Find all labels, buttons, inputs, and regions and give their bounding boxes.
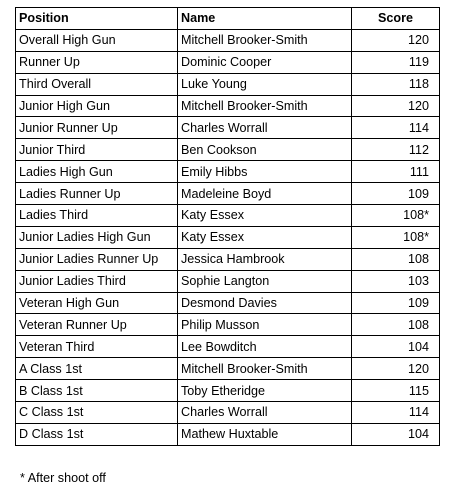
cell-score: 118 xyxy=(352,73,440,95)
table-row xyxy=(16,51,440,73)
header-position: Position xyxy=(16,8,178,30)
cell-name: Emily Hibbs xyxy=(178,161,352,183)
table-row xyxy=(16,270,440,292)
cell-name: Madeleine Boyd xyxy=(178,183,352,205)
table-row xyxy=(16,117,440,139)
cell-score: 108* xyxy=(352,226,440,248)
cell-name: Mitchell Brooker-Smith xyxy=(178,29,352,51)
table-row xyxy=(16,73,440,95)
cell-score: 120 xyxy=(352,29,440,51)
cell-name: Sophie Langton xyxy=(178,270,352,292)
table-row xyxy=(16,248,440,270)
table-row xyxy=(16,139,440,161)
cell-position: Veteran High Gun xyxy=(16,292,178,314)
cell-score: 108 xyxy=(352,248,440,270)
table-row xyxy=(16,380,440,402)
cell-position: Junior Ladies High Gun xyxy=(16,226,178,248)
cell-position: D Class 1st xyxy=(16,423,178,445)
cell-score: 120 xyxy=(352,358,440,380)
cell-position: Overall High Gun xyxy=(16,29,178,51)
cell-score: 104 xyxy=(352,336,440,358)
cell-name: Mitchell Brooker-Smith xyxy=(178,358,352,380)
table-row xyxy=(16,402,440,424)
cell-score: 114 xyxy=(352,402,440,424)
cell-name: Jessica Hambrook xyxy=(178,248,352,270)
cell-score: 109 xyxy=(352,292,440,314)
cell-position: Ladies Runner Up xyxy=(16,183,178,205)
cell-position: Ladies High Gun xyxy=(16,161,178,183)
cell-score: 108 xyxy=(352,314,440,336)
footnote: * After shoot off xyxy=(20,471,106,485)
table-row xyxy=(16,205,440,227)
table-row xyxy=(16,161,440,183)
cell-score: 109 xyxy=(352,183,440,205)
cell-position: A Class 1st xyxy=(16,358,178,380)
cell-score: 120 xyxy=(352,95,440,117)
cell-position: Veteran Runner Up xyxy=(16,314,178,336)
cell-name: Desmond Davies xyxy=(178,292,352,314)
cell-position: C Class 1st xyxy=(16,402,178,424)
table-row xyxy=(16,423,440,445)
cell-name: Charles Worrall xyxy=(178,402,352,424)
cell-name: Katy Essex xyxy=(178,226,352,248)
cell-position: Runner Up xyxy=(16,51,178,73)
cell-position: Junior Third xyxy=(16,139,178,161)
cell-name: Philip Musson xyxy=(178,314,352,336)
cell-name: Mathew Huxtable xyxy=(178,423,352,445)
table-row xyxy=(16,292,440,314)
table-row xyxy=(16,336,440,358)
cell-score: 115 xyxy=(352,380,440,402)
header-score: Score xyxy=(352,8,440,30)
cell-position: B Class 1st xyxy=(16,380,178,402)
cell-score: 103 xyxy=(352,270,440,292)
cell-name: Lee Bowditch xyxy=(178,336,352,358)
table-row xyxy=(16,95,440,117)
cell-score: 111 xyxy=(352,161,440,183)
cell-score: 104 xyxy=(352,423,440,445)
results-table xyxy=(15,7,440,446)
cell-score: 108* xyxy=(352,205,440,227)
cell-name: Mitchell Brooker-Smith xyxy=(178,95,352,117)
table-row xyxy=(16,183,440,205)
cell-name: Toby Etheridge xyxy=(178,380,352,402)
header-name: Name xyxy=(178,8,352,30)
cell-position: Junior Ladies Third xyxy=(16,270,178,292)
header-row xyxy=(16,8,440,30)
cell-name: Katy Essex xyxy=(178,205,352,227)
table-row xyxy=(16,314,440,336)
cell-score: 112 xyxy=(352,139,440,161)
cell-name: Ben Cookson xyxy=(178,139,352,161)
table-row xyxy=(16,226,440,248)
cell-position: Junior Runner Up xyxy=(16,117,178,139)
cell-position: Veteran Third xyxy=(16,336,178,358)
table-row xyxy=(16,29,440,51)
results-body xyxy=(16,29,440,445)
cell-position: Junior High Gun xyxy=(16,95,178,117)
table-row xyxy=(16,358,440,380)
cell-position: Junior Ladies Runner Up xyxy=(16,248,178,270)
cell-position: Ladies Third xyxy=(16,205,178,227)
cell-score: 114 xyxy=(352,117,440,139)
cell-name: Luke Young xyxy=(178,73,352,95)
cell-score: 119 xyxy=(352,51,440,73)
cell-name: Charles Worrall xyxy=(178,117,352,139)
cell-position: Third Overall xyxy=(16,73,178,95)
cell-name: Dominic Cooper xyxy=(178,51,352,73)
